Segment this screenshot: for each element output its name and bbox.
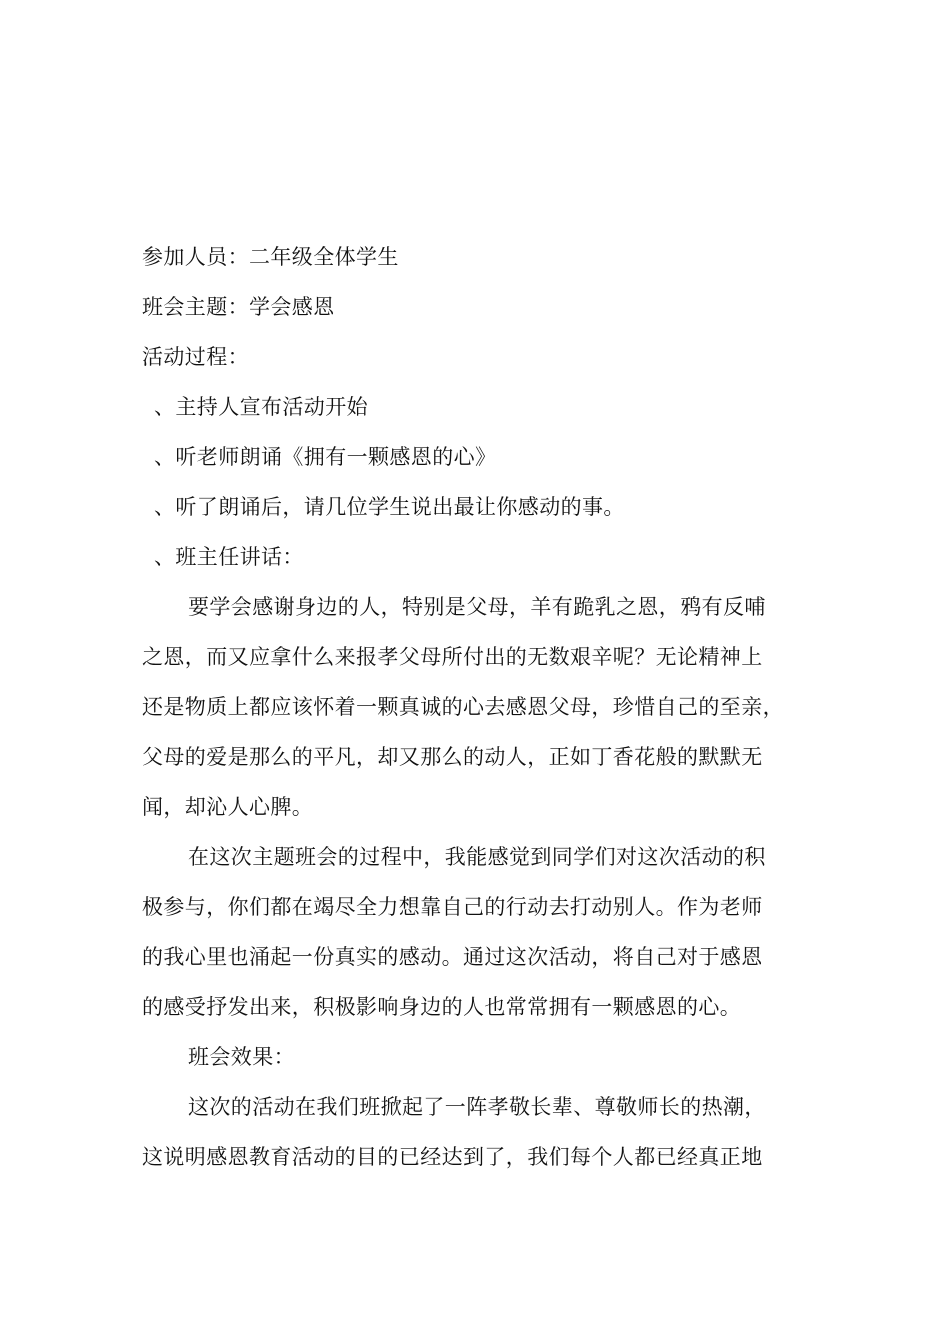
paragraph-line: 还是物质上都应该怀着一颗真诚的心去感恩父母，珍惜自己的至亲， (142, 695, 784, 719)
effect-heading: 班会效果： (188, 1045, 295, 1069)
theme-line: 班会主题：学会感恩 (142, 295, 335, 319)
step-item: 、主持人宣布活动开始 (154, 395, 368, 419)
paragraph-line: 之恩，而又应拿什么来报孝父母所付出的无数艰辛呢？无论精神上 (142, 645, 763, 669)
paragraph-line: 要学会感谢身边的人，特别是父母，羊有跪乳之恩，鸦有反哺 (188, 595, 766, 619)
paragraph-line: 在这次主题班会的过程中，我能感觉到同学们对这次活动的积 (188, 845, 766, 869)
paragraph-line: 这次的活动在我们班掀起了一阵孝敬长辈、尊敬师长的热潮， (188, 1095, 766, 1119)
step-item: 、听了朗诵后，请几位学生说出最让你感动的事。 (154, 495, 625, 519)
paragraph-line: 闻，却沁人心脾。 (142, 795, 314, 819)
paragraph-line: 这说明感恩教育活动的目的已经达到了，我们每个人都已经真正地 (142, 1145, 763, 1169)
paragraph-line: 的我心里也涌起一份真实的感动。通过这次活动，将自己对于感恩 (142, 945, 763, 969)
step-item: 、听老师朗诵《拥有一颗感恩的心》 (154, 445, 497, 469)
paragraph-line: 极参与，你们都在竭尽全力想靠自己的行动去打动别人。作为老师 (142, 895, 763, 919)
participants-line: 参加人员：二年级全体学生 (142, 245, 399, 269)
step-item: 、班主任讲话： (154, 545, 304, 569)
paragraph-line: 的感受抒发出来，积极影响身边的人也常常拥有一颗感恩的心。 (142, 995, 742, 1019)
paragraph-line: 父母的爱是那么的平凡，却又那么的动人，正如丁香花般的默默无 (142, 745, 763, 769)
process-heading: 活动过程： (142, 345, 249, 369)
